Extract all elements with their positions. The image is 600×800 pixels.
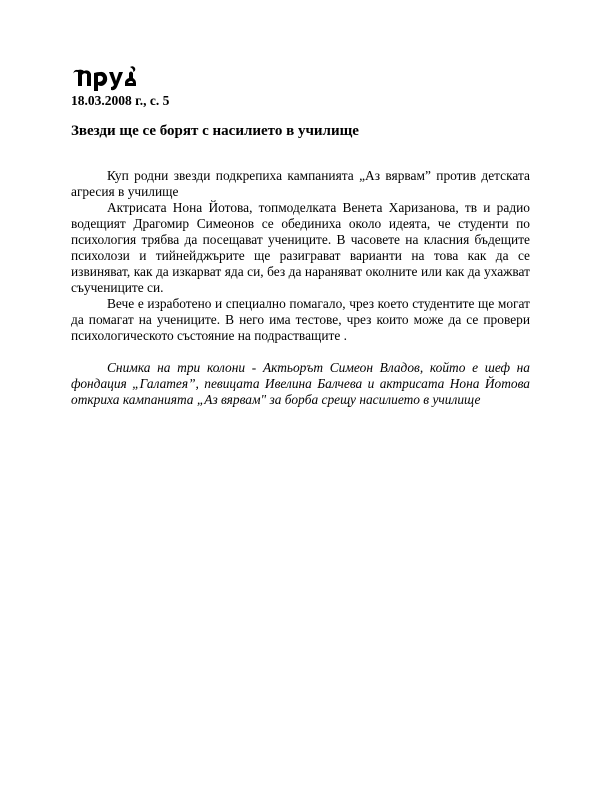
article-paragraph-2: Актрисата Нона Йотова, топмоделката Венета Харизанова, тв и радио водещият Драгомир Симеонов се обединиха около идеята, че студенти по психология трябва да посещават учениците. В часовете на класния бъдещите психолози и тийнейджърите ще разиграват варианти на това как да се извиняват, как да изкарват яда си, без да наранявaт околните или как да ухажват съучениците си. (71, 200, 530, 295)
trud-logo-graphic (71, 66, 137, 92)
article-body (71, 168, 530, 408)
article-title: Звезди ще се борят с насилието в училище (71, 123, 359, 139)
publication-date-page: 18.03.2008 г., с. 5 (71, 93, 170, 108)
photo-caption: Снимка на три колони - Актьорът Симеон Владов, който е шеф на фондация „Галатея”, певицата Ивелина Балчева и актрисата Нона Йотова откриха кампанията „Аз вярвам" за борба срещу насилието в училище (71, 360, 530, 407)
article-paragraph-1: Куп родни звезди подкрепиха кампанията „Аз вярвам” против детската агресия в училище (71, 168, 530, 199)
trud-logo (71, 66, 137, 92)
article-paragraph-3: Вече е изработено и специално помагало, чрез което студентите ще могат да помагат на учениците. В него има тестове, чрез които може да се провери психологическото състояние на подрастващите . (71, 296, 530, 343)
